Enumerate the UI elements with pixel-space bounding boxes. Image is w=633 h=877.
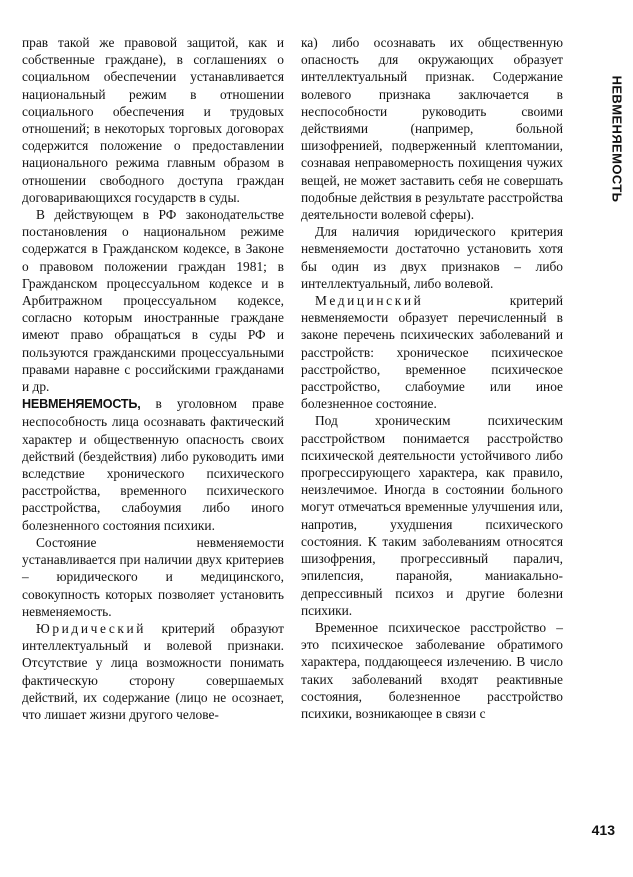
running-head-text: НЕВМЕНЯЕМОСТЬ: [609, 75, 625, 203]
left-column: [22, 34, 284, 723]
paragraph: [22, 620, 284, 723]
paragraph: Состояние невменяемости устанавливается при наличии двух критериев – юридического и медицинского, совокупность которых позволяет установить невменяемость.: [22, 534, 284, 619]
paragraph: Для наличия юридического критерия невменяемости достаточно установить хотя бы один из двух признаков – либо интеллектуальный, либо волевой.: [301, 224, 563, 291]
running-head: [607, 34, 627, 244]
paragraph: В действующем в РФ законодательстве постановления о национальном режиме содержатся в Гражданском кодексе, в Законе о правовом положении граждан 1981; в Гражданском процессуальном кодексе и в Арбитражном процессуальном кодексе, согласно которым иностранные граждане имеют право обращаться в суды РФ и пользуются гражданскими процессуальными правами наравне с российскими гражданами и др.: [22, 207, 284, 395]
dictionary-entry: [22, 395, 284, 534]
paragraph-text: критерий образуют интеллектуальный и волевой признаки. Отсутствие у лица возможности понимать фактическую сторону совершаемых действий, их содержание (лицо не осознает, что лишает жизни другого челове-: [22, 620, 284, 722]
entry-definition: в уголовном праве неспособность лица осознавать фактический характер и общественную опасность своих действий (бездействия) либо руководить ими вследствие хронического психического расстройства, временного психического расстройства, слабоумия либо иного болезненного состояния психики.: [22, 396, 284, 533]
paragraph: Под хроническим психическим расстройством понимается расстройство психической деятельности устойчивого либо прогрессирующего характера, как правило, неизлечимое. Иногда в состоянии больного могут отмечаться временные улучшения или, напротив, ухудшения психического состояния. К таким заболеваниям относятся шизофрения, прогрессивный паралич, эпилепсия, паранойя, маниакально-депрессивный психоз и другие болезни психики.: [301, 413, 563, 618]
page-number: 413: [591, 822, 615, 838]
paragraph: ка) либо осознавать их общественную опасность для окружающих образует интеллектуальный признак. Содержание волевого признака заключается в неспособности руководить своими действиями (например, больной шизофренией, подверженный клептомании, сознавая неправомерность похищения чужих вещей, не может заставить себя не совершать подобные действия в результате расстройства деятельности волевой сферы).: [301, 35, 563, 223]
spaced-lead-word: Медицинский: [315, 293, 424, 309]
entry-headword: НЕВМЕНЯЕМОСТЬ,: [22, 397, 141, 412]
paragraph-text: критерий невменяемости образует перечисленный в законе перечень психических заболеваний и расстройств: хроническое психическое расстройство, временное психическое расстройство, слабоумие или иное болезненное состояние.: [301, 293, 563, 412]
paragraph: Временное психическое расстройство – это психическое заболевание обратимого характера, поддающееся излечению. В число таких заболеваний входят реактивные состояния, болезненное расстройство психики, возникающее в связи с: [301, 619, 563, 721]
paragraph: прав такой же правовой защитой, как и собственные граждане), в соглашениях о социальном обеспечении устанавливается национальный режим в отношении социального обеспечения и трудовых отношений; в некоторых торговых договорах содержится положение о предоставлении национального режима главным образом в отношении свободного доступа граждан договаривающихся государств в суды.: [22, 35, 284, 205]
paragraph: [301, 292, 563, 412]
spaced-lead-word: Юридический: [36, 620, 146, 636]
right-column: [301, 34, 563, 722]
